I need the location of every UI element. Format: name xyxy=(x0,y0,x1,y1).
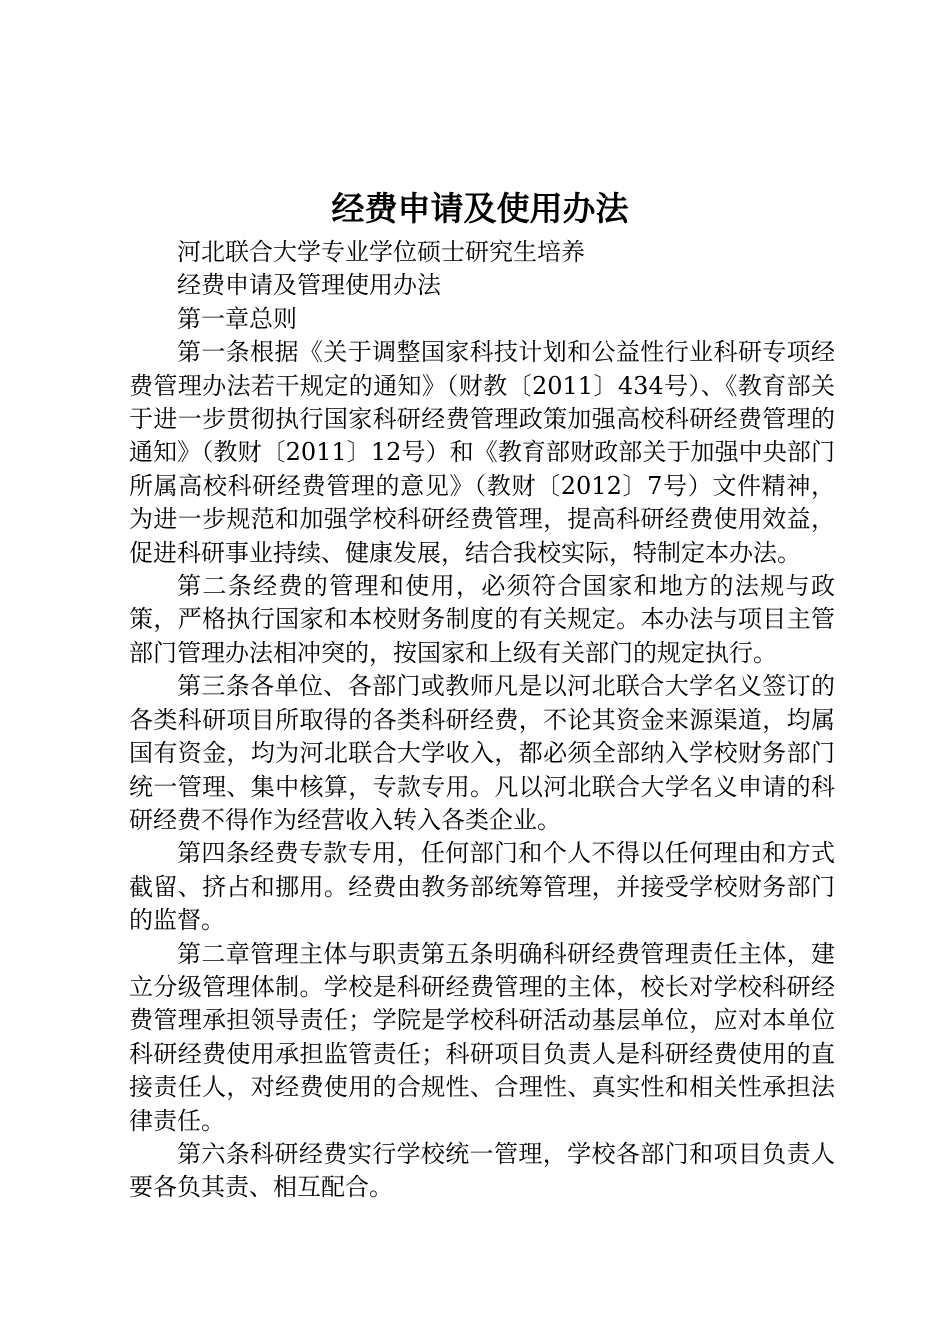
subtitle-line-2: 经费申请及管理使用办法 xyxy=(177,271,441,300)
chapter-heading: 第一章总则 xyxy=(177,304,297,333)
article-2: 第二条经费的管理和使用，必须符合国家和地方的法规与政策，严格执行国家和本校财务制度的有关规定。本办法与项目主管部门管理办法相冲突的，按国家和上级有关部门的规定执行。 xyxy=(129,572,835,667)
article-5: 第二章管理主体与职责第五条明确科研经费管理责任主体，建立分级管理体制。学校是科研经费管理的主体，校长对学校科研经费管理承担领导责任；学院是学校科研活动基层单位，应对本单位科研经费使用承担监管责任；科研项目负责人是科研经费使用的直接责任人，对经费使用的合规性、合理性、真实性和相关性承担法律责任。 xyxy=(129,939,835,1135)
document-body xyxy=(129,236,835,1205)
article-4: 第四条经费专款专用，任何部门和个人不得以任何理由和方式截留、挤占和挪用。经费由教务部统筹管理，并接受学校财务部门的监督。 xyxy=(129,839,835,935)
document-title: 经费申请及使用办法 xyxy=(331,189,629,228)
article-6: 第六条科研经费实行学校统一管理，学校各部门和项目负责人要各负其责、相互配合。 xyxy=(129,1139,835,1202)
subtitle-line-1: 河北联合大学专业学位硕士研究生培养 xyxy=(177,238,585,266)
article-1: 第一条根据《关于调整国家科技计划和公益性行业科研专项经费管理办法若干规定的通知》（财教〔2011〕434号）、《教育部关于进一步贯彻执行国家科研经费管理政策加强高校科研经费管理的通知》（教财〔2011〕12号）和《教育部财政部关于加强中央部门所属高校科研经费管理的意见》（教财〔2012〕7号）文件精神，为进一步规范和加强学校科研经费管理，提高科研经费使用效益，促进科研事业持续、健康发展，结合我校实际，特制定本办法。 xyxy=(129,338,835,567)
article-3: 第三条各单位、各部门或教师凡是以河北联合大学名义签订的各类科研项目所取得的各类科研经费，不论其资金来源渠道，均属国有资金，均为河北联合大学收入，都必须全部纳入学校财务部门统一管理、集中核算，专款专用。凡以河北联合大学名义申请的科研经费不得作为经营收入转入各类企业。 xyxy=(129,672,835,834)
